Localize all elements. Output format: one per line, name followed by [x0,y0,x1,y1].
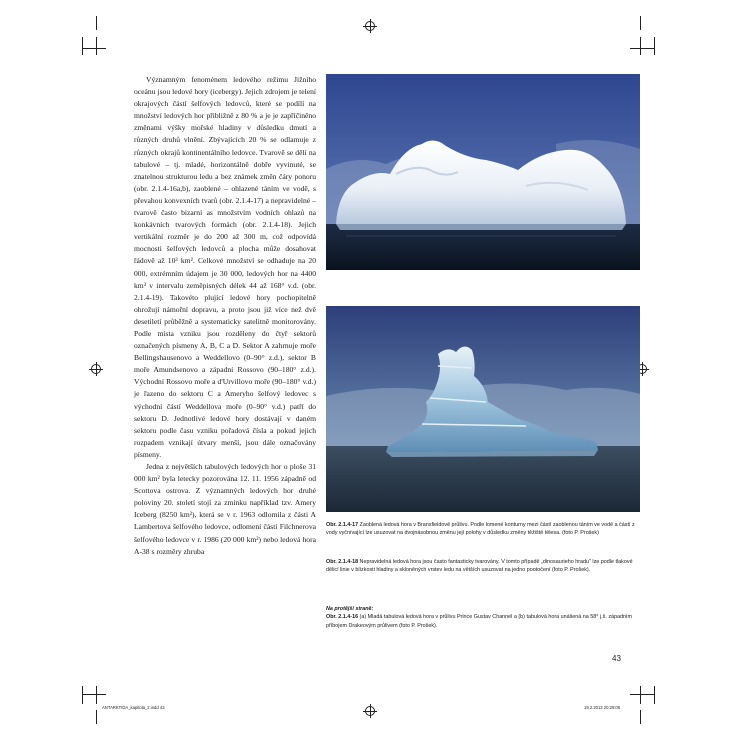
crop-mark [640,37,641,55]
crop-mark [96,686,97,704]
crop-mark [654,686,655,704]
crop-mark [640,16,641,30]
body-paragraph: Jedna z největších tabulových ledových hor o ploše 31 000 km² byla letecky pozorována 12. 11. 1956 západně od Scottova ostrova. Z významných ledových hor druhé poloviny 20. století stojí za zmínku například tzv. Amery Iceberg (8250 km²), která se v r. 1963 odlomila z části A Lambertova šelfového ledovce, odlomení části Filchnerova šelfového ledovce v r. 1986 (20 000 km²) nebo ledová hora A-38 s rozměry zhruba [134,462,316,556]
slug-left: ANTARKTIDA_kapitola_2.indd 43 [102,705,165,710]
body-text-column [134,74,316,558]
slug-right: 19.2.2013 20:29:06 [584,705,621,710]
crop-mark [640,710,641,724]
photo-rounded-iceberg [326,74,640,270]
crop-mark [96,16,97,30]
registration-mark-bottom [365,706,375,716]
photo-irregular-iceberg [326,306,640,512]
caption-heading: Na protější straně: [326,606,374,612]
page-number: 43 [612,654,621,663]
registration-mark-left [91,364,101,374]
caption-label: Obr. 2.1.4-16 [326,614,359,621]
crop-mark [630,48,654,49]
crop-mark [640,686,641,704]
caption-fig18 [326,558,642,575]
registration-mark-top [365,21,375,31]
caption-label: Obr. 2.1.4-17 [326,522,359,528]
crop-mark [630,694,654,695]
caption-label: Obr. 2.1.4-18 [326,559,359,565]
caption-fig17 [326,521,642,538]
caption-text: Nepravidelná ledová hora jsou často fantasticky tvarovány. V tomto případě „dinosaurieho hradu" lze podle tlakové dělicí linie v blízkosti hladiny a skloněných vrstev ledu na větších usuzovat na jedno pootočení (foto P. Prošek). [326,559,633,574]
crop-mark [96,37,97,55]
crop-mark [654,37,655,55]
rounded-iceberg-image [326,74,640,270]
crop-mark [82,694,106,695]
crop-mark [82,686,83,704]
irregular-iceberg-image [326,306,640,512]
crop-mark [96,710,97,724]
crop-mark [82,37,83,55]
body-paragraph: Významným fenoménem ledového režimu Jižního oceánu jsou ledové hory (icebergy). Jejich zdrojem je telení okrajových částí šelfových ledovců, které se podílí na množství ledových hor přibližně z 80 % a je je zapříčiněno změnami výšky mořské hladiny v důsledku dmutí a různých druhů vlnění. Zbývajících 20 % se odlamuje z různých okrajů kontinentálního ledovce. Tvarově se dělí na tabulové – tj. mladé, horizontálně dobře vyvinuté, se znatelnou strukturou ledu a bez známek změn čáry ponoru (obr. 2.1.4-16a,b), zaoblené – ohlazené táním ve vodě, s převahou konvexních tvarů (obr. 2.1.4-17) a nepravidelné – tvarově často bizarní as množstvím vodních ohlazů na konkávních tvarových formách (obr. 2.1.4-18). Jejich vertikální rozměr je do 200 až 300 m, což odpovídá mocnosti šelfových ledovců a plocha může dosahovat řádově až 10³ km². Celkové množství se odhaduje na 20 000, extrémním údajem je 30 000, ledových hor na 4400 km³ v intervalu zeměpisných délek 44 až 168° v.d. (obr. 2.1.4-19). Takovéto plující ledové hory pochopitelně ohrožují námořní dopravu, a proto jsou již více než dvě desetiletí průběžně a systematicky satelitně monitorovány. Podle místa vzniku jsou rozděleny do čtyř sektorů označených písmeny A, B, C a D. Sektor A zahrnuje moře Bellingshausenovo a Weddellovo (0–90° z.d.), sektor B moře Amundsenovo a západní Rossovo (90–180° z.d.). Východní Rossovo moře a d'Urvillovo moře (90–180° v.d.) je řazeno do sektoru C a Ameryho šelfový ledovec s východní částí Weddellova moře (0–90° v.d.) patří do sektoru D. Jednotlivé ledové hory dostávají v daném sektoru podle času vzniku pořadová čísla a pokud jejich rozpadem vznikají útvary menší, jsou dále označovány písmeny. [134,75,316,459]
caption-text: (a) Mladá tabulová ledová hora v průlivu Prince Gustav Channel a (b) tabulová hora unášená na 58° j.š. západním příbojem Drakeovým průlivem (foto P. Prošek). [326,614,633,629]
crop-mark [82,48,106,49]
caption-text: Zaoblená ledová hora v Bransfieldově průlivu. Podle lomené konturny mezi částí zaoblenou táním ve vodě a částí z vody vyčnívající lze usuzovat na dvojnásobnou změnu její polohy v důsledku změny těžiště tělesa. (foto P. Prošek) [326,522,635,537]
caption-opposite [326,605,642,630]
